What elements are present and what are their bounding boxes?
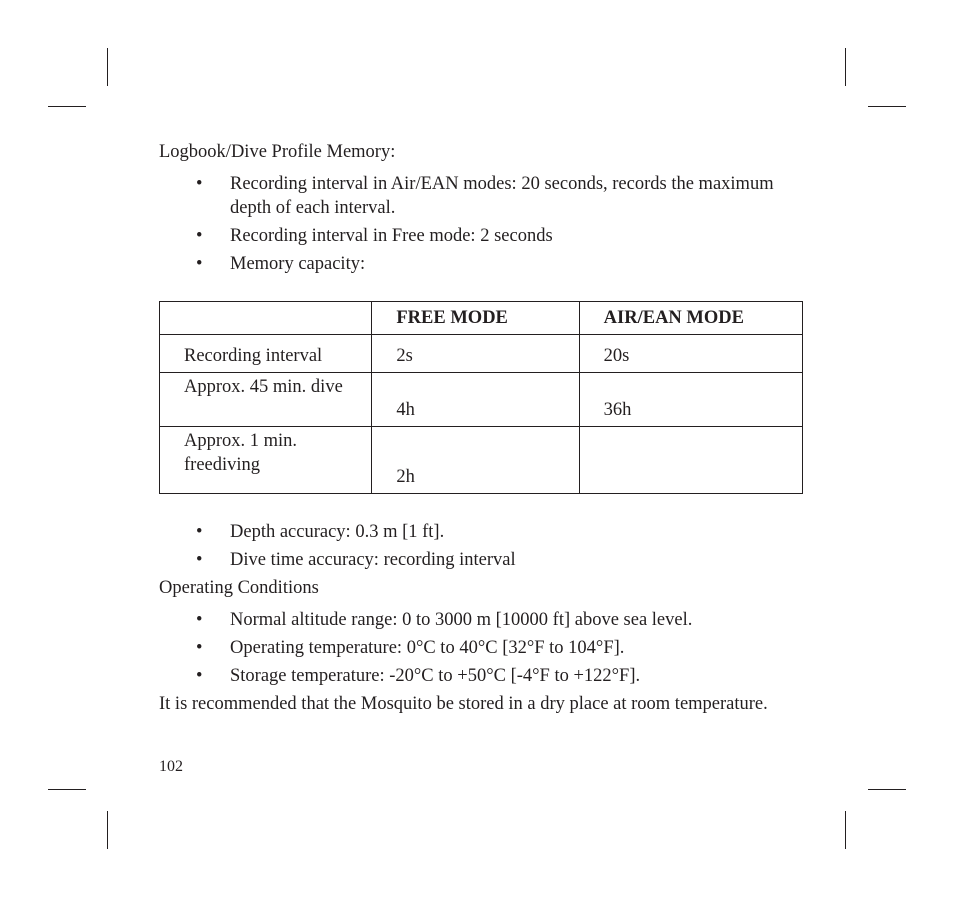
crop-mark-top-left-horizontal xyxy=(48,106,86,107)
list-item: • Storage temperature: -20°C to +50°C [-4°F to +122°F]. xyxy=(196,666,641,686)
table-cell xyxy=(579,427,802,494)
crop-mark-top-right-horizontal xyxy=(868,106,906,107)
table-cell: 36h xyxy=(579,373,802,427)
list-item: • Memory capacity: xyxy=(196,254,366,274)
crop-mark-bottom-right-vertical xyxy=(845,811,846,849)
list-item: • Dive time accuracy: recording interval xyxy=(196,550,516,570)
table-row xyxy=(160,427,803,494)
bullet-list-accuracy xyxy=(159,520,809,572)
table-header-cell: FREE MODE xyxy=(372,302,579,335)
bullet-icon: • xyxy=(196,226,203,246)
crop-mark-bottom-left-horizontal xyxy=(48,789,86,790)
bullet-icon: • xyxy=(196,610,203,630)
table-row xyxy=(160,373,803,427)
section-heading-logbook: Logbook/Dive Profile Memory: xyxy=(159,142,396,162)
table-cell: 20s xyxy=(579,335,802,373)
bullet-icon: • xyxy=(196,550,203,570)
bullet-icon: • xyxy=(196,522,203,542)
bullet-list-memory xyxy=(159,172,809,276)
page-number: 102 xyxy=(159,758,183,775)
table-cell: Approx. 45 min. dive xyxy=(160,373,372,427)
table-cell: Recording interval xyxy=(160,335,372,373)
crop-mark-top-left-vertical xyxy=(107,48,108,86)
bullet-list-operating xyxy=(159,608,809,688)
table-cell: 4h xyxy=(372,373,579,427)
list-item: • Recording interval in Free mode: 2 seconds xyxy=(196,226,553,246)
table-header-cell: AIR/EAN MODE xyxy=(579,302,802,335)
crop-mark-bottom-right-horizontal xyxy=(868,789,906,790)
bullet-icon: • xyxy=(196,254,203,274)
table-header-row xyxy=(160,302,803,335)
table-cell: Approx. 1 min. freediving xyxy=(160,427,372,494)
memory-capacity-table xyxy=(159,301,803,494)
bullet-icon: • xyxy=(196,666,203,686)
list-item: • Normal altitude range: 0 to 3000 m [10000 ft] above sea level. xyxy=(196,610,693,630)
bullet-icon: • xyxy=(196,174,203,194)
list-item: • Recording interval in Air/EAN modes: 20 seconds, records the maximum depth of each interval. xyxy=(196,174,774,218)
crop-mark-top-right-vertical xyxy=(845,48,846,86)
table-cell: 2s xyxy=(372,335,579,373)
table-row xyxy=(160,335,803,373)
page-content xyxy=(159,140,809,716)
list-item: • Depth accuracy: 0.3 m [1 ft]. xyxy=(196,522,445,542)
storage-note: It is recommended that the Mosquito be stored in a dry place at room temperature. xyxy=(159,694,768,714)
section-heading-operating-conditions: Operating Conditions xyxy=(159,578,319,598)
table-cell: 2h xyxy=(372,427,579,494)
bullet-icon: • xyxy=(196,638,203,658)
crop-mark-bottom-left-vertical xyxy=(107,811,108,849)
list-item: • Operating temperature: 0°C to 40°C [32°F to 104°F]. xyxy=(196,638,625,658)
table-header-cell xyxy=(160,302,372,335)
